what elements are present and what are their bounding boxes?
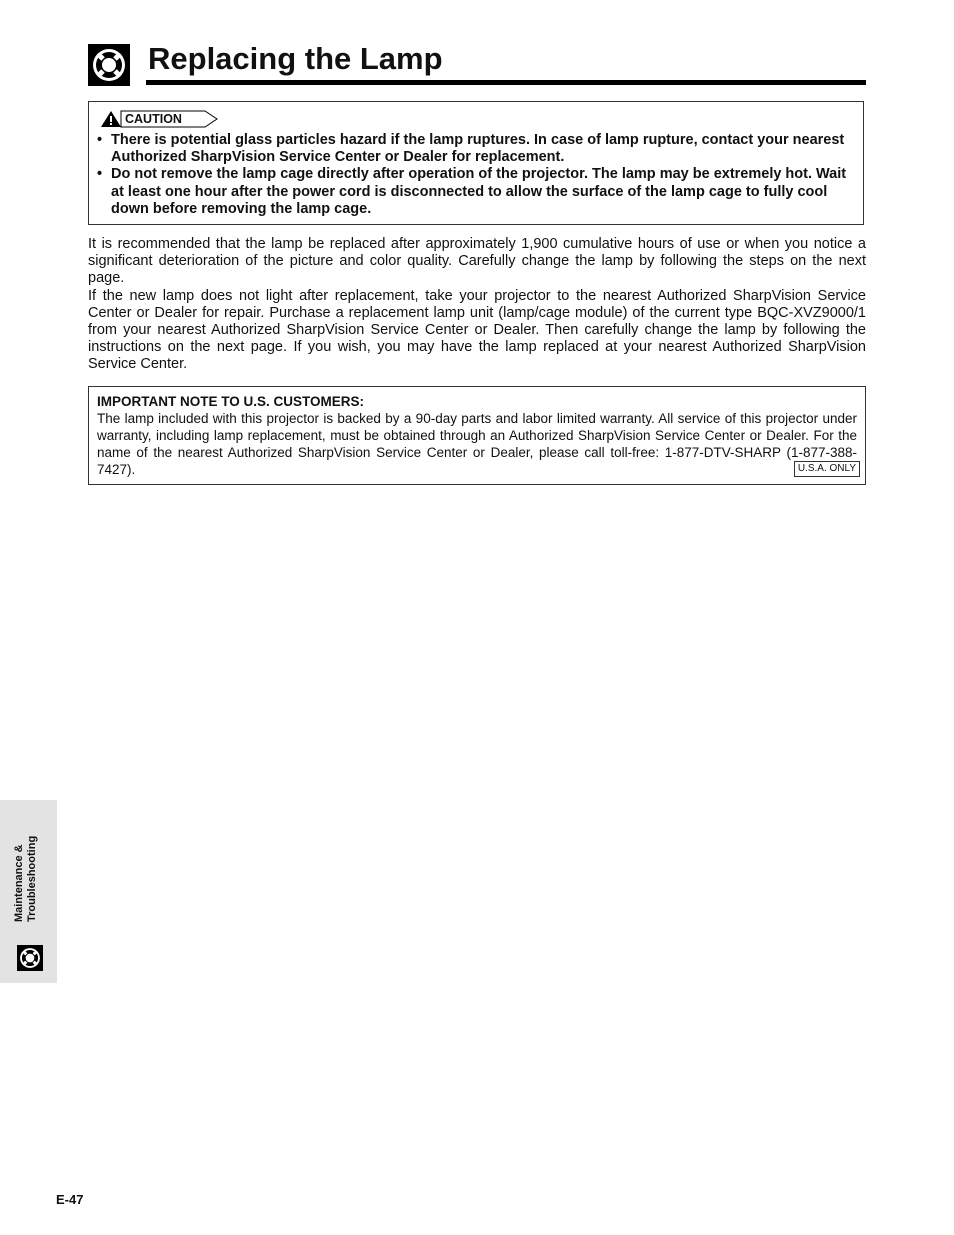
note-heading: IMPORTANT NOTE TO U.S. CUSTOMERS: [97,394,365,409]
important-note-box [88,386,866,485]
bullet: • [97,166,103,183]
caution-item: • There is potential glass particles hazard if the lamp ruptures. In case of lamp rupture, contact your nearest Authorized SharpVision Service Center or Dealer for replacement. [97,132,845,166]
lifebuoy-icon [17,945,43,971]
usa-only-badge: U.S.A. ONLY [794,461,860,477]
side-tab-label: Maintenance & Troubleshooting [13,835,38,922]
body-text [88,236,866,374]
lifebuoy-icon [88,44,130,86]
note-text: The lamp included with this projector is backed by a 90-day parts and labor limited warranty. All service of this projector under warranty, including lamp replacement, must be obtained through an Authorized SharpVision Service Center or Dealer. For the name of the nearest Authorized SharpVision Service Center or Dealer, please call toll-free: 1-877-DTV-SHARP (1-877-388-7427). [97,411,857,477]
title-rule [146,80,866,85]
body-paragraph: It is recommended that the lamp be replaced after approximately 1,900 cumulative hours of use or when you notice a significant deterioration of the picture and color quality. Carefully change the lamp by following the steps on the next page. [88,236,866,287]
caution-box [88,101,864,225]
caution-label: CAUTION [125,112,182,126]
body-paragraph: If the new lamp does not light after replacement, take your projector to the nearest Authorized SharpVision Service Center or Dealer for repair. Purchase a replacement lamp unit (lamp/cage module) of the current type BQC-XVZ9000/1 from your nearest Authorized SharpVision Service Center or Dealer. Then carefully change the lamp by following the instructions on the next page. If you wish, you may have the lamp replaced at your nearest Authorized SharpVision Service Center. [88,287,866,373]
page-number: E-47 [56,1192,84,1207]
caution-item: • Do not remove the lamp cage directly after operation of the projector. The lamp may be extremely hot. Wait at least one hour after the power cord is disconnected to allow the surface of the lamp cage to fully cool down before removing the lamp cage. [97,166,847,217]
bullet: • [97,132,103,148]
page-title: Replacing the Lamp [148,41,443,76]
caution-list [97,132,857,218]
